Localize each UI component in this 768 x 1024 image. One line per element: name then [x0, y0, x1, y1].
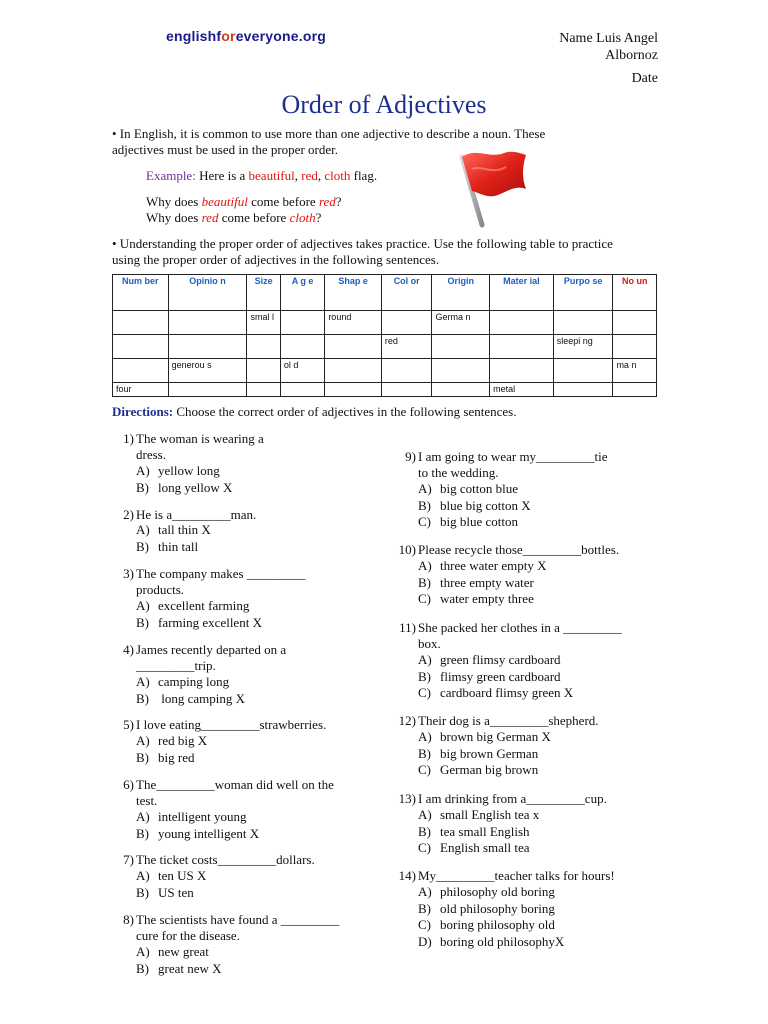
example-sentence: Example: Here is a beautiful, red, cloth flag.	[146, 168, 378, 183]
answer-option: A) new great	[136, 944, 209, 959]
answer-option: B) great new X	[136, 960, 222, 976]
answer-option: A) big cotton blue	[418, 481, 518, 496]
question-10: 10) Please recycle those_________bottles. A) three water empty X B) three empty water C) water empty three	[398, 542, 620, 606]
answer-option: C) big blue cotton	[418, 514, 518, 529]
student-name-line1: Name Luis Angel	[559, 31, 658, 46]
answer-option: B) big red	[136, 749, 195, 765]
answer-option: A) yellow long	[136, 463, 220, 478]
header-size: Size	[247, 275, 280, 311]
table-cell	[613, 311, 657, 335]
table-cell	[553, 311, 613, 335]
question-14: 14) My_________teacher talks for hours! A) philosophy old boring B) old philosophy boring C) boring philosophy old D) boring old philosophyX	[398, 868, 615, 949]
answer-option: D) boring old philosophyX	[418, 933, 565, 949]
answer-option: A) ten US X	[136, 868, 207, 883]
header-shape: Shap e	[325, 275, 382, 311]
table-cell: ol d	[280, 359, 324, 383]
intro-paragraph: • In English, it is common to use more than one adjective to describe a noun. These adjectives must be used in the proper order.	[112, 126, 546, 157]
answer-option: A) brown big German X	[418, 729, 551, 744]
table-cell	[432, 383, 490, 397]
header-origin: Origin	[432, 275, 490, 311]
table-cell	[113, 311, 169, 335]
table-cell: smal l	[247, 311, 280, 335]
answer-option: C) water empty three	[418, 591, 534, 606]
table-cell	[381, 359, 432, 383]
question-7: 7) The ticket costs_________dollars. A) ten US X B) US ten	[123, 852, 315, 900]
header-noun: No un	[613, 275, 657, 311]
table-cell	[247, 335, 280, 359]
answer-option: B) thin tall	[136, 538, 199, 554]
answer-option: B) three empty water	[418, 574, 534, 590]
header-number: Num ber	[113, 275, 169, 311]
table-cell: Germa n	[432, 311, 490, 335]
table-cell	[490, 335, 554, 359]
why-question-1: Why does beautiful come before red?	[146, 194, 342, 209]
student-name-line2: Albornoz	[605, 48, 658, 63]
table-cell	[325, 359, 382, 383]
table-row	[113, 311, 657, 335]
answer-option: C) boring philosophy old	[418, 917, 555, 932]
site-logo: englishforeveryone.org	[166, 28, 327, 44]
table-cell: red	[381, 335, 432, 359]
table-header-row	[113, 275, 657, 311]
answer-option: B) farming excellent X	[136, 614, 262, 630]
answer-option: A) excellent farming	[136, 598, 250, 613]
question-3: 3) The company makes _________ products. A) excellent farming B) farming excellent X	[123, 566, 306, 630]
question-5: 5) I love eating_________strawberries. A) red big X B) big red	[123, 717, 327, 765]
table-cell	[280, 335, 324, 359]
question-4: 4) James recently departed on a _________trip. A) camping long B) long camping X	[123, 642, 287, 706]
table-cell	[168, 383, 247, 397]
table-cell: four	[113, 383, 169, 397]
table-cell	[280, 311, 324, 335]
table-cell	[381, 311, 432, 335]
header-purpose: Purpo se	[553, 275, 613, 311]
answer-option: A) intelligent young	[136, 809, 247, 824]
answer-option: B) flimsy green cardboard	[418, 668, 561, 684]
table-cell	[280, 383, 324, 397]
table-cell: sleepi ng	[553, 335, 613, 359]
answer-option: C) German big brown	[418, 762, 539, 777]
answer-option: C) English small tea	[418, 840, 530, 855]
adjective-order-table	[112, 274, 657, 397]
question-9: 9) I am going to wear my_________tie to the wedding. A) big cotton blue B) blue big cotton X C) big blue cotton	[405, 449, 608, 529]
table-cell	[553, 383, 613, 397]
table-cell	[168, 311, 247, 335]
question-2: 2) He is a_________man. A) tall thin X B) thin tall	[123, 507, 257, 554]
table-cell	[553, 359, 613, 383]
answer-option: A) three water empty X	[418, 558, 547, 573]
answer-option: A) red big X	[136, 733, 208, 748]
answer-option: B) long camping X	[136, 690, 246, 706]
answer-option: B) young intelligent X	[136, 825, 260, 841]
table-cell	[381, 383, 432, 397]
answer-option: B) old philosophy boring	[418, 900, 555, 916]
answer-option: B) blue big cotton X	[418, 497, 531, 513]
page-title: Order of Adjectives	[281, 90, 487, 119]
table-cell	[432, 335, 490, 359]
why-question-2: Why does red come before cloth?	[146, 210, 322, 225]
table-cell	[490, 359, 554, 383]
directions: Directions: Choose the correct order of adjectives in the following sentences.	[112, 404, 517, 419]
answer-option: A) green flimsy cardboard	[418, 652, 561, 667]
table-cell	[113, 335, 169, 359]
header-opinion: Opinio n	[168, 275, 247, 311]
answer-option: B) big brown German	[418, 745, 539, 761]
answer-option: A) camping long	[136, 674, 230, 689]
question-8: 8) The scientists have found a _________ cure for the disease. A) new great B) great new X	[123, 912, 340, 976]
answer-option: A) tall thin X	[136, 522, 211, 537]
table-row	[113, 359, 657, 383]
table-cell	[247, 359, 280, 383]
practice-paragraph: • Understanding the proper order of adjectives takes practice. Use the following table to practice using the proper order of adjectives in the following sentences.	[112, 236, 613, 267]
answer-option: C) cardboard flimsy green X	[418, 685, 574, 700]
table-row	[113, 383, 657, 397]
answer-option: A) philosophy old boring	[418, 884, 555, 899]
table-cell	[613, 383, 657, 397]
table-cell	[613, 335, 657, 359]
question-1: 1) The woman is wearing a dress. A) yellow long B) long yellow X	[123, 431, 264, 495]
table-cell	[168, 335, 247, 359]
red-flag-icon	[456, 145, 528, 230]
question-12: 12) Their dog is a_________shepherd. A) brown big German X B) big brown German C) German big brown	[398, 713, 599, 777]
header-color: Col or	[381, 275, 432, 311]
table-cell: round	[325, 311, 382, 335]
table-cell	[247, 383, 280, 397]
table-cell	[325, 335, 382, 359]
question-6: 6) The_________woman did well on the test. A) intelligent young B) young intelligent X	[123, 777, 334, 841]
table-cell	[325, 383, 382, 397]
header-age: A g e	[280, 275, 324, 311]
table-cell	[432, 359, 490, 383]
answer-option: B) US ten	[136, 884, 194, 900]
table-cell	[490, 311, 554, 335]
table-row	[113, 335, 657, 359]
answer-option: B) tea small English	[418, 823, 530, 839]
table-cell: metal	[490, 383, 554, 397]
header-material: Mater ial	[490, 275, 554, 311]
question-11: 11) She packed her clothes in a _________ box. A) green flimsy cardboard B) flimsy green cardboard C) cardboard flimsy green X	[399, 620, 622, 700]
table-cell: ma n	[613, 359, 657, 383]
table-cell	[113, 359, 169, 383]
table-cell: generou s	[168, 359, 247, 383]
question-13: 13) I am drinking from a_________cup. A) small English tea x B) tea small English C) English small tea	[398, 791, 607, 855]
date-label: Date	[631, 71, 658, 86]
answer-option: B) long yellow X	[136, 479, 233, 495]
answer-option: A) small English tea x	[418, 807, 540, 822]
